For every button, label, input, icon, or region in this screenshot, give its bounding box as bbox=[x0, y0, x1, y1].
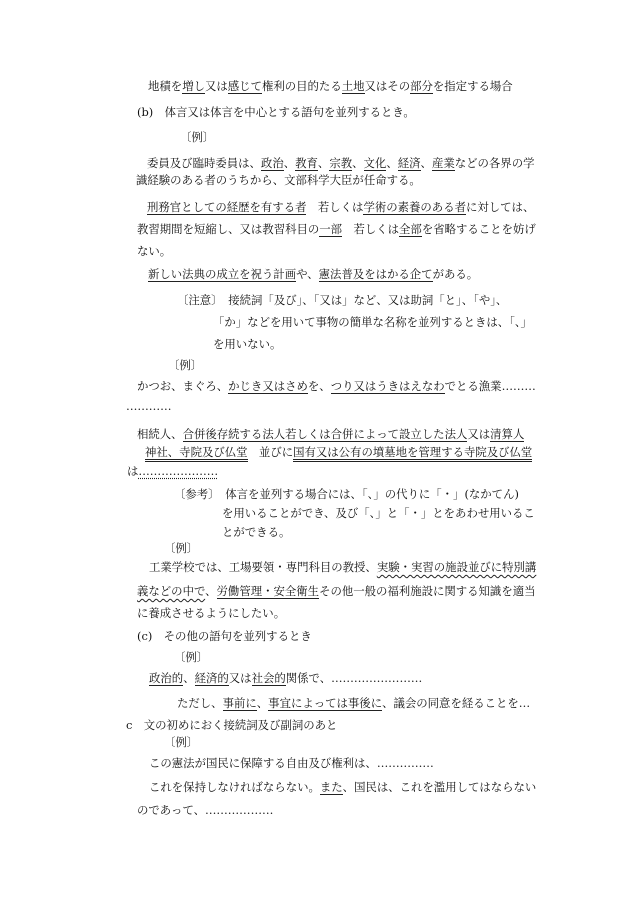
example-label: 〔例〕 bbox=[174, 650, 209, 664]
underlined-term: 事前に bbox=[222, 696, 257, 710]
text-line bbox=[148, 78, 513, 94]
text-span: 委員及び臨時委員は、 bbox=[147, 156, 261, 170]
text-span: 、議会の同意を経ることを… bbox=[382, 696, 531, 710]
underlined-term: 増し bbox=[182, 79, 205, 93]
example-label: 〔例〕 bbox=[164, 735, 199, 749]
underlined-term: 文化 bbox=[363, 156, 387, 170]
underlined-term: 労働管理・安全衛生 bbox=[216, 584, 320, 598]
text-line: この憲法が国民に保障する自由及び権利は、…………… bbox=[149, 756, 434, 770]
text-span: その他一般の福利施設に関する知識を適当 bbox=[319, 584, 536, 598]
text-span: 、 bbox=[420, 156, 432, 170]
text-line bbox=[149, 779, 536, 795]
text-span: 又は bbox=[228, 671, 252, 685]
dotted-leader: ………………… bbox=[138, 464, 219, 478]
reference-line: とができる。 bbox=[222, 525, 291, 539]
underlined-term: 教育 bbox=[295, 156, 318, 170]
text-line bbox=[148, 266, 478, 282]
underlined-term: 産業 bbox=[431, 156, 455, 170]
reference-line: 〔参考〕 体言を並列する場合には、「、」の代りに「・」(なかてん) bbox=[174, 487, 519, 501]
text-span: を、 bbox=[307, 379, 331, 393]
text-span: 若しくは bbox=[306, 200, 364, 214]
text-span: 若しくは bbox=[342, 222, 400, 236]
note-line: を用いない。 bbox=[213, 337, 282, 351]
text-span: 又は bbox=[204, 79, 228, 93]
underlined-term: 刑務官としての経歴を有する者 bbox=[147, 200, 307, 214]
text-span: 、 bbox=[386, 156, 398, 170]
underlined-term: 憲法普及をはかる企て bbox=[318, 267, 433, 281]
underlined-term: 学術の素養のある者 bbox=[363, 200, 466, 214]
text-span: 又はその bbox=[364, 79, 411, 93]
underlined-term: 土地 bbox=[341, 79, 365, 93]
text-span: や、 bbox=[296, 267, 319, 281]
text-span: 工業学校では、工場要領・専門科目の教授、 bbox=[149, 560, 377, 574]
text-line bbox=[137, 221, 536, 237]
underlined-term: 事宜によっては事後に bbox=[268, 696, 383, 710]
underlined-term: 全部 bbox=[399, 222, 422, 236]
text-span: を指定する場合 bbox=[432, 79, 513, 93]
text-span: かつお、まぐろ、 bbox=[137, 379, 229, 393]
underlined-term: 社会的 bbox=[251, 671, 286, 685]
subsection-heading: (c) その他の語句を並列するとき bbox=[137, 629, 312, 643]
text-span: 地積を bbox=[148, 79, 183, 93]
text-span: これを保持しなければならない。 bbox=[149, 780, 320, 794]
section-heading: c 文の初めにおく接続詞及び副詞のあと bbox=[126, 718, 338, 732]
text-line: に養成させるようにしたい。 bbox=[137, 606, 286, 620]
text-line bbox=[177, 695, 530, 711]
text-span: 、 bbox=[317, 156, 330, 170]
text-span: 、 bbox=[183, 671, 195, 685]
text-line bbox=[145, 444, 532, 460]
text-span: などの各界の学 bbox=[454, 156, 535, 170]
text-span: 、 bbox=[205, 584, 217, 598]
reference-line: を用いることができ、及び「、」と「・」とをあわせ用いるこ bbox=[222, 506, 535, 520]
underlined-term: 経済的 bbox=[194, 671, 229, 685]
text-span: に対しては、 bbox=[465, 200, 535, 214]
underlined-term: また bbox=[319, 780, 343, 794]
double-underlined-term: 国有又は公有の墳墓地を管理する寺院及び仏堂 bbox=[293, 445, 532, 462]
text-line: ない。 bbox=[137, 244, 172, 258]
wavy-underlined-term: 実験・実習の施設並びに特別講 bbox=[376, 560, 537, 574]
note-line: 「か」などを用いて事物の簡単な名称を並列するときは、「、」 bbox=[213, 315, 532, 329]
underlined-term: 宗教 bbox=[329, 156, 353, 170]
underlined-term: 清算人 bbox=[490, 427, 525, 441]
underlined-term: 新しい法典の成立を祝う計画 bbox=[148, 267, 297, 281]
underlined-term: 政治的 bbox=[149, 671, 184, 685]
text-span: でとる漁業……… bbox=[444, 379, 536, 393]
subsection-heading: (b) 体言又は体言を中心とする語句を並列するとき。 bbox=[137, 105, 415, 119]
text-line: 識経験のある者のうちから、文部科学大臣が任命する。 bbox=[136, 173, 421, 187]
note-line: 〔注意〕 接続詞「及び」、「又は」など、又は助詞「と」、「や」、 bbox=[177, 293, 508, 307]
text-span: がある。 bbox=[432, 267, 479, 281]
text-span: 並びに bbox=[247, 445, 294, 459]
text-line: のであって、……………… bbox=[137, 803, 274, 817]
underlined-term: 一部 bbox=[319, 222, 343, 236]
text-span: 権利の目的たる bbox=[261, 79, 342, 93]
text-span: 、 bbox=[283, 156, 296, 170]
example-label: 〔例〕 bbox=[164, 541, 199, 555]
text-line bbox=[127, 463, 218, 479]
text-span: は bbox=[127, 464, 139, 478]
underlined-term: かじき又はさめ bbox=[228, 379, 308, 393]
text-line: ………… bbox=[126, 399, 172, 413]
text-line bbox=[137, 583, 536, 599]
text-line bbox=[137, 426, 524, 442]
text-line bbox=[147, 155, 534, 171]
text-line bbox=[149, 559, 536, 575]
example-label: 〔例〕 bbox=[180, 130, 215, 144]
text-span: を省略することを妨げ bbox=[421, 222, 536, 236]
underlined-term: つり又はうきはえなわ bbox=[330, 379, 445, 393]
underlined-term: 合併後存続する法人若しくは合併によって設立した法人 bbox=[182, 427, 468, 441]
double-underlined-term: 神社、寺院及び仏堂 bbox=[145, 445, 248, 462]
underlined-term: 政治 bbox=[260, 156, 284, 170]
underlined-term: 感じて bbox=[227, 79, 262, 93]
underlined-term: 部分 bbox=[410, 79, 433, 93]
text-line bbox=[147, 199, 534, 215]
underlined-term: 経済 bbox=[397, 156, 421, 170]
text-span: 相続人、 bbox=[137, 427, 183, 441]
text-span: 又は bbox=[467, 427, 491, 441]
text-line bbox=[137, 378, 536, 394]
text-span: 関係で、…………………… bbox=[285, 671, 423, 685]
text-span: 教習期間を短縮し、又は教習科目の bbox=[137, 222, 320, 236]
text-line bbox=[149, 670, 422, 686]
text-span: 、国民は、これを濫用してはならない bbox=[342, 780, 537, 794]
text-span: 、 bbox=[352, 156, 364, 170]
wavy-underlined-term: 義などの中で bbox=[137, 584, 206, 598]
example-label: 〔例〕 bbox=[168, 358, 203, 372]
text-span: ただし、 bbox=[177, 696, 223, 710]
text-span: 、 bbox=[256, 696, 269, 710]
